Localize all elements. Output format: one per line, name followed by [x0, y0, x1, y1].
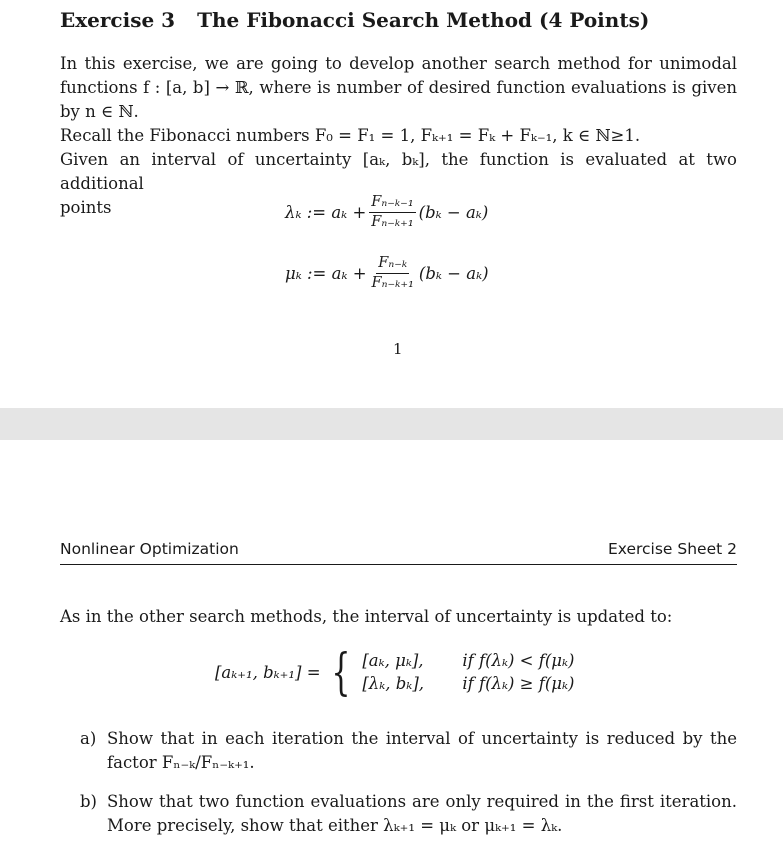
page-number: 1	[393, 340, 403, 358]
task-b-line-2: More precisely, show that either λₖ₊₁ = μₖ or μₖ₊₁ = λₖ.	[107, 816, 563, 835]
running-header	[60, 540, 737, 565]
task-item-a	[80, 727, 737, 775]
recall-line: Recall the Fibonacci numbers F₀ = F₁ = 1, Fₖ₊₁ = Fₖ + Fₖ₋₁, k ∈ ℕ≥1.	[60, 126, 641, 145]
case-2-value: [λₖ, bₖ],	[362, 674, 425, 693]
left-brace: {	[330, 643, 350, 701]
intro-line-2: functions f : [a, b] → ℝ, where is number of desired function evaluations is given	[60, 78, 737, 97]
case-1-condition: if f(λₖ) < f(μₖ)	[462, 651, 575, 670]
exercise-title: The Fibonacci Search Method (4 Points)	[197, 8, 650, 32]
update-intro: As in the other search methods, the interval of uncertainty is updated to:	[60, 607, 673, 626]
task-b-line-1: Show that two function evaluations are only required in the first iteration.	[107, 792, 737, 811]
task-a-label: a)	[80, 729, 97, 748]
header-sheet-name: Exercise Sheet 2	[607, 540, 737, 558]
lambda-rhs: (bₖ − aₖ)	[418, 203, 489, 222]
task-item-b	[80, 790, 737, 838]
document-page-2	[0, 440, 783, 868]
header-course-name: Nonlinear Optimization	[60, 540, 239, 558]
case-1-value: [aₖ, μₖ],	[362, 651, 424, 670]
case-row-1	[362, 649, 574, 672]
case-2-condition: if f(λₖ) ≥ f(μₖ)	[462, 674, 575, 693]
mu-numerator: Fₙ₋ₖ	[376, 255, 409, 274]
interval-update-cases	[215, 643, 575, 701]
intro-line-3: by n ∈ ℕ.	[60, 102, 139, 121]
document-page-1	[0, 0, 783, 408]
exercise-heading	[60, 8, 649, 32]
task-a-line-2: factor Fₙ₋ₖ/Fₙ₋ₖ₊₁.	[107, 753, 255, 772]
intro-line-1: In this exercise, we are going to develop another search method for unimodal	[60, 54, 737, 73]
task-a-line-1: Show that in each iteration the interval of uncertainty is reduced by the	[107, 729, 737, 748]
page-separator	[0, 408, 783, 440]
exercise-label: Exercise 3	[60, 8, 176, 32]
lambda-fraction	[369, 194, 415, 231]
mu-lhs: μₖ := aₖ +	[285, 264, 367, 283]
mu-fraction	[370, 255, 416, 292]
mu-rhs: (bₖ − aₖ)	[418, 264, 489, 283]
mu-equation	[285, 255, 489, 292]
given-line-1: Given an interval of uncertainty [aₖ, bₖ], the function is evaluated at two additional	[60, 150, 737, 193]
lambda-equation	[285, 194, 488, 231]
case-row-2	[362, 672, 574, 695]
lambda-lhs: λₖ := aₖ +	[285, 203, 367, 222]
mu-denominator: Fₙ₋ₖ₊₁	[371, 275, 414, 291]
task-b-label: b)	[80, 792, 97, 811]
cases-lhs: [aₖ₊₁, bₖ₊₁] =	[215, 662, 321, 682]
lambda-denominator: Fₙ₋ₖ₊₁	[371, 214, 414, 230]
lambda-numerator: Fₙ₋ₖ₋₁	[369, 194, 415, 213]
given-line-2: points	[60, 198, 112, 217]
